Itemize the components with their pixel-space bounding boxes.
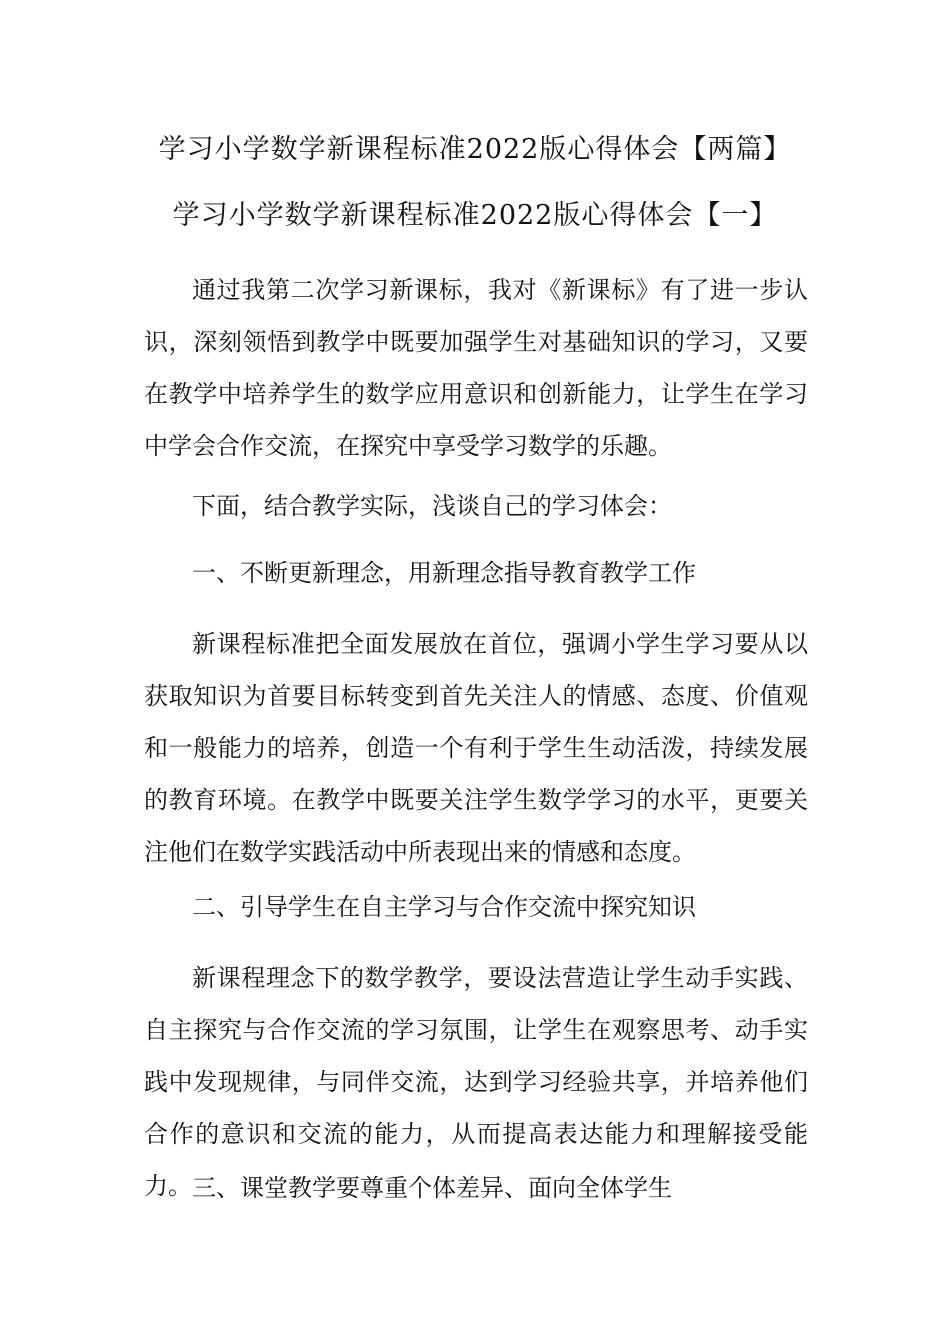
section-paragraph-1: 新课程标准把全面发展放在首位，强调小学生学习要从以获取知识为首要目标转变到首先关注人的情感、态度、价值观和一般能力的培养，创造一个有利于学生生动活泼，持续发展的教育环境。在教学中既要关注学生数学学习的水平，更要关注他们在数学实践活动中所表现出来的情感和态度。	[144, 630, 808, 866]
intro-paragraph: 通过我第二次学习新课标，我对《新课标》有了进一步认识，深刻领悟到教学中既要加强学生对基础知识的学习，又要在教学中培养学生的数学应用意识和创新能力，让学生在学习中学会合作交流，在探究中享受学习数学的乐趣。	[144, 276, 808, 460]
section-heading-1: 一、不断更新理念，用新理念指导教育教学工作	[192, 559, 696, 587]
section-paragraph-2: 新课程理念下的数学教学，要设法营造让学生动手实践、自主探究与合作交流的学习氛围，让学生在观察思考、动手实践中发现规律，与同伴交流，达到学习经验共享，并培养他们合作的意识和交流的能力，从而提高表达能力和理解接受能力。	[144, 964, 808, 1200]
section-heading-2: 二、引导学生在自主学习与合作交流中探究知识	[192, 893, 696, 921]
document-subtitle: 学习小学数学新课程标准2022版心得体会【一】	[172, 200, 778, 231]
section-heading-3: 三、课堂教学要尊重个体差异、面向全体学生	[192, 1174, 672, 1202]
lead-in-paragraph: 下面，结合教学实际，浅谈自己的学习体会：	[192, 492, 672, 520]
document-title: 学习小学数学新课程标准2022版心得体会【两篇】	[158, 134, 792, 165]
